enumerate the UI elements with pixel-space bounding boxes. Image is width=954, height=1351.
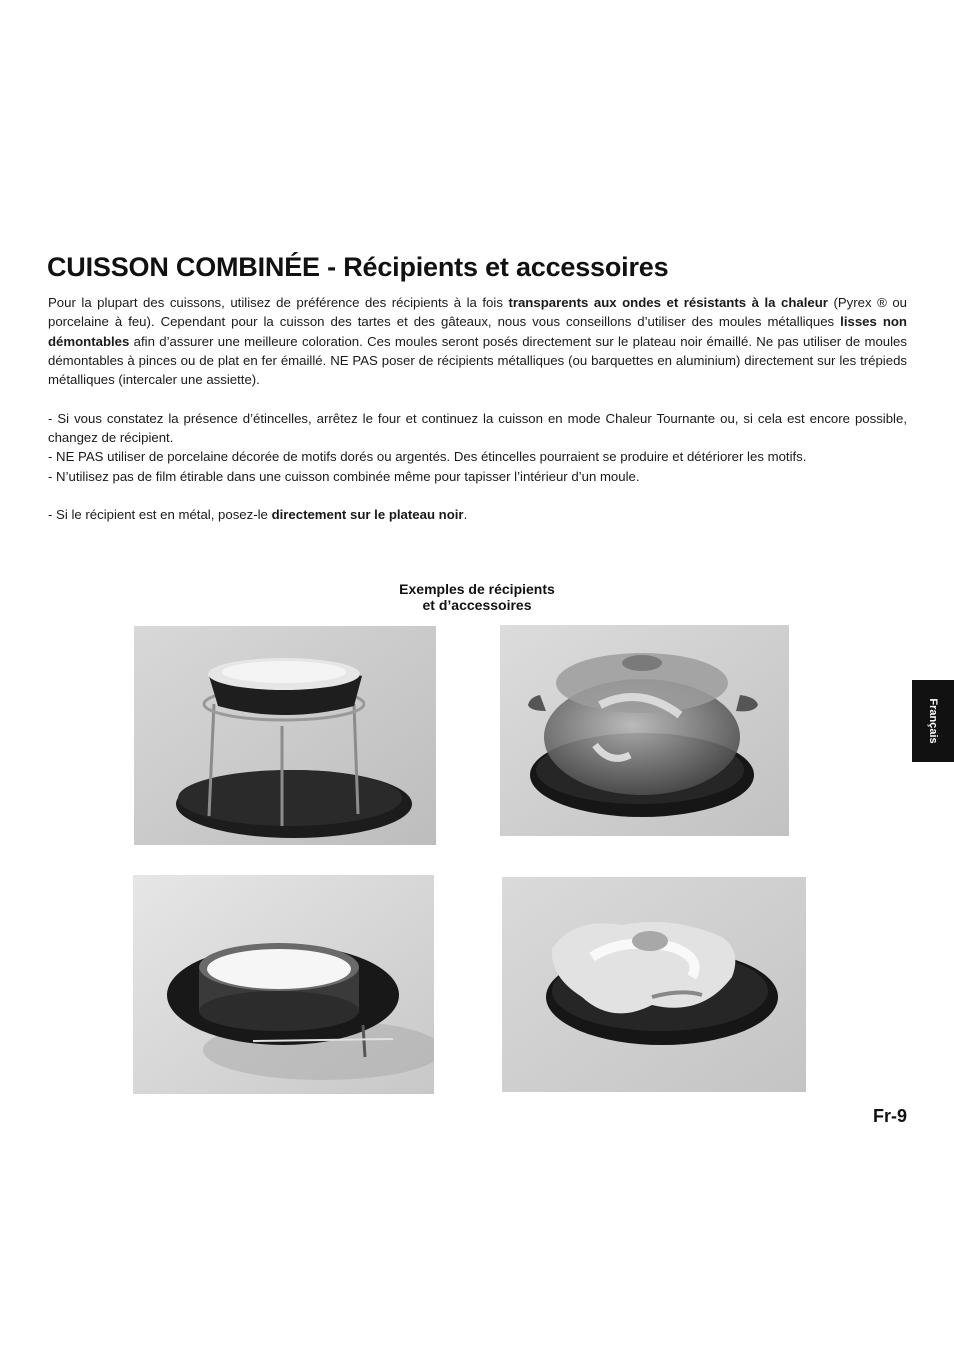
- language-tab-label: Français: [927, 698, 939, 744]
- page-number: Fr-9: [872, 1106, 907, 1126]
- intro-bold-2: lisses non démontables: [48, 314, 907, 349]
- caption-line-1: Exemples de récipients: [399, 581, 555, 597]
- intro-text-1: Pour la plupart des cuissons, utilisez de préférence des récipients à la fois: [48, 295, 509, 310]
- note-metal-suffix: .: [463, 507, 468, 523]
- photos-caption: [337, 581, 617, 613]
- caption-line-2: et d’accessoires: [422, 597, 532, 613]
- intro-paragraph: [48, 293, 907, 389]
- photo-roast-on-plate: [502, 877, 806, 1092]
- language-tab: [912, 680, 954, 762]
- intro-text-3: afin d’assurer une meilleure coloration. Ces moules seront posés directement sur le plateau noir émaillé. Ne pas utiliser de moules démontables à pinces ou de plat en fer émaillé. NE PAS poser de récipients métalliques (ou barquettes en aluminium) directement sur les trépieds métalliques (intercaler une assiette).: [48, 333, 907, 388]
- page-title: CUISSON COMBINÉE - Récipients et accessoires: [47, 252, 669, 282]
- note-film: - N’utilisez pas de film étirable dans une cuisson combinée même pour tapisser l’intérieur d’un moule.: [48, 468, 640, 484]
- body-text: [48, 293, 907, 525]
- photo-cake-ring: [133, 875, 434, 1094]
- note-metal-prefix: - Si le récipient est en métal, posez-le: [48, 507, 272, 523]
- note-porcelain: - NE PAS utiliser de porcelaine décorée de motifs dorés ou argentés. Des étincelles pourraient se produire et détériorer les motifs.: [48, 449, 807, 465]
- photo-glass-casserole: [500, 625, 789, 836]
- note-sparks: - Si vous constatez la présence d’étincelles, arrêtez le four et continuez la cuisson en mode Chaleur Tournante ou, si cela est encore possible, changez de récipient.: [48, 410, 907, 446]
- intro-text-2: (Pyrex ® ou porcelaine à feu). Cependant pour la cuisson des tartes et des gâteaux, nous vous conseillons d’utiliser des moules métalliques: [48, 295, 907, 330]
- photo-dish-on-rack: [134, 626, 436, 845]
- note-metal: [48, 505, 907, 524]
- note-metal-bold: directement sur le plateau noir: [271, 507, 464, 523]
- intro-bold-1: transparents aux ondes et résistants à la chaleur: [508, 295, 828, 310]
